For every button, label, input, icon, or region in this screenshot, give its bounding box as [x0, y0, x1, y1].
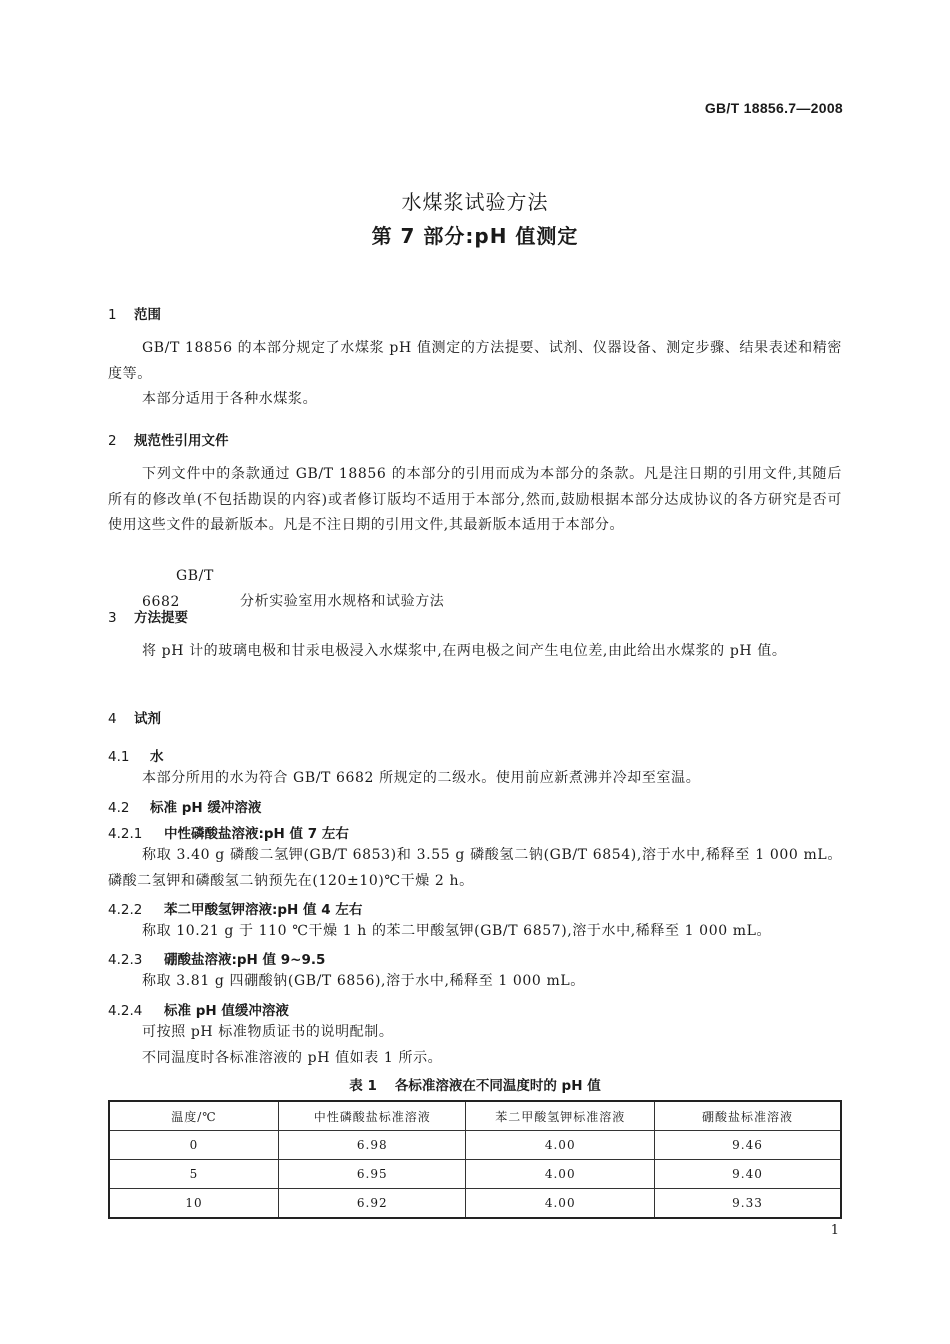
section-3-paragraph-1: 将 pH 计的玻璃电极和甘汞电极浸入水煤浆中,在两电极之间产生电位差,由此给出水煤浆的 pH 值。: [142, 643, 787, 659]
table-cell: 6.92: [279, 1189, 466, 1219]
column-header-phthalate: 苯二甲酸氢钾标准溶液: [466, 1101, 654, 1131]
section-title: 中性磷酸盐溶液:pH 值 7 左右: [164, 826, 349, 842]
section-4-2-3-heading: [108, 948, 325, 968]
section-4-2-2-paragraph: 称取 10.21 g 于 110 ℃干燥 1 h 的苯二甲酸氢钾(GB/T 6857),溶于水中,稀释至 1 000 mL。: [142, 923, 772, 939]
column-header-borate: 硼酸盐标准溶液: [654, 1101, 841, 1131]
section-title: 标准 pH 值缓冲溶液: [164, 1003, 289, 1019]
section-4-2-4-paragraph-2: 不同温度时各标准溶液的 pH 值如表 1 所示。: [142, 1050, 443, 1066]
column-header-temperature: 温度/℃: [109, 1101, 279, 1131]
table-caption: [0, 1074, 950, 1094]
page-number: 1: [830, 1223, 839, 1238]
section-4-2-2-heading: [108, 898, 362, 918]
table-number: 表 1: [349, 1078, 377, 1094]
ph-buffer-table: [108, 1100, 842, 1219]
table-cell: 0: [109, 1131, 279, 1160]
section-title: 标准 pH 缓冲溶液: [150, 800, 262, 816]
table-row: [109, 1189, 841, 1219]
section-title: 硼酸盐溶液:pH 值 9~9.5: [164, 952, 326, 968]
section-4-2-4-heading: [108, 999, 289, 1019]
section-2-paragraph-1: 下列文件中的条款通过 GB/T 18856 的本部分的引用而成为本部分的条款。凡是注日期的引用文件,其随后所有的修改单(不包括勘误的内容)或者修订版均不适用于本部分,然而,鼓励根据本部分达成协议的各方研究是否可使用这些文件的最新版本。凡是不注日期的引用文件,其最新版本适用于本部分。: [108, 466, 842, 533]
table-cell: 9.33: [654, 1189, 841, 1219]
table-row: [109, 1131, 841, 1160]
section-4-2-4-paragraph-1: 可按照 pH 标准物质证书的说明配制。: [142, 1024, 394, 1040]
reference-title: 分析实验室用水规格和试验方法: [240, 593, 445, 610]
table-cell: 9.46: [654, 1131, 841, 1160]
section-2-heading: [108, 429, 229, 449]
normative-reference: [108, 564, 842, 615]
table-cell: 4.00: [466, 1160, 654, 1189]
section-title: 方法提要: [134, 610, 188, 626]
table-cell: 5: [109, 1160, 279, 1189]
standard-number: GB/T 18856.7—2008: [704, 100, 843, 116]
table-cell: 6.98: [279, 1131, 466, 1160]
section-4-heading: [108, 707, 161, 727]
section-number: 3: [108, 610, 117, 626]
section-title: 规范性引用文件: [134, 433, 229, 449]
section-number: 4.2: [108, 800, 130, 816]
table-cell: 4.00: [466, 1189, 654, 1219]
section-4-2-1-paragraph: 称取 3.40 g 磷酸二氢钾(GB/T 6853)和 3.55 g 磷酸氢二钠(GB/T 6854),溶于水中,稀释至 1 000 mL。磷酸二氢钾和磷酸氢二钠预先在(120±10)℃干燥 2 h。: [108, 847, 842, 889]
section-4-2-3-paragraph: 称取 3.81 g 四硼酸钠(GB/T 6856),溶于水中,稀释至 1 000 mL。: [142, 973, 585, 989]
table-cell: 9.40: [654, 1160, 841, 1189]
table-row: [109, 1160, 841, 1189]
section-number: 2: [108, 433, 117, 449]
table-cell: 4.00: [466, 1131, 654, 1160]
table-cell: 6.95: [279, 1160, 466, 1189]
table-title: 各标准溶液在不同温度时的 pH 值: [394, 1078, 601, 1094]
section-4-2-heading: [108, 796, 261, 816]
section-1-paragraph-2: 本部分适用于各种水煤浆。: [142, 391, 318, 407]
section-number: 4.2.2: [108, 902, 143, 918]
document-subtitle: 第 7 部分:pH 值测定: [371, 224, 579, 248]
section-1-heading: [108, 303, 161, 323]
section-4-1-heading: [108, 745, 164, 765]
section-title: 苯二甲酸氢钾溶液:pH 值 4 左右: [164, 902, 363, 918]
section-number: 4.2.4: [108, 1003, 143, 1019]
column-header-phosphate: 中性磷酸盐标准溶液: [279, 1101, 466, 1131]
section-number: 4: [108, 711, 117, 727]
document-title: 水煤浆试验方法: [401, 190, 549, 214]
section-title: 试剂: [134, 711, 161, 727]
section-4-1-paragraph: 本部分所用的水为符合 GB/T 6682 所规定的二级水。使用前应新煮沸并冷却至室温。: [142, 770, 701, 786]
reference-code: GB/T 6682: [142, 568, 214, 610]
table-header-row: [109, 1101, 841, 1131]
section-title: 范围: [134, 307, 161, 323]
section-number: 1: [108, 307, 117, 323]
section-number: 4.2.1: [108, 826, 143, 842]
section-4-2-1-heading: [108, 822, 349, 842]
section-title: 水: [150, 749, 164, 765]
table-cell: 10: [109, 1189, 279, 1219]
section-number: 4.1: [108, 749, 130, 765]
section-1-paragraph-1: GB/T 18856 的本部分规定了水煤浆 pH 值测定的方法提要、试剂、仪器设备、测定步骤、结果表述和精密度等。: [108, 340, 842, 382]
section-3-heading: [108, 606, 188, 626]
section-number: 4.2.3: [108, 952, 143, 968]
